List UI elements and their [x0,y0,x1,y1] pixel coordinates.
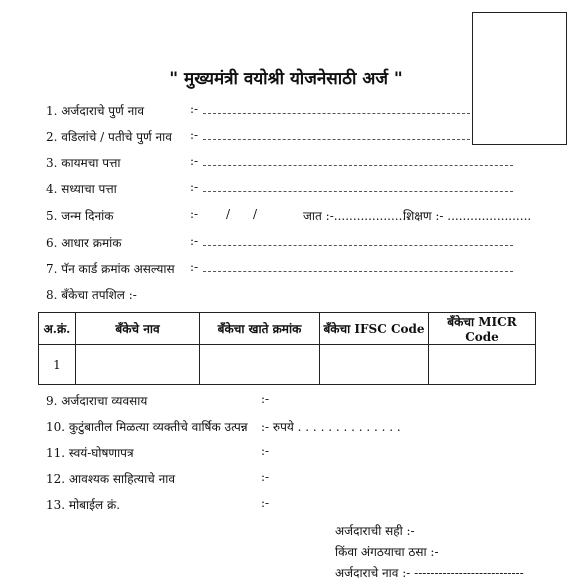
field-6-colon: :- [190,234,199,248]
field-3-line[interactable] [203,165,513,166]
field-12-value[interactable]: :- [261,470,270,484]
field-8-label: 8. बँकेचा तपशिल :- [46,288,137,302]
field-4-colon: :- [190,180,199,194]
header-bank-name: बँकेचे नाव [76,313,200,345]
field-12-label: 12. आवश्यक साहित्याचे नाव [46,472,176,486]
table-header-row [39,313,536,345]
applicant-signature-label: अर्जदाराची सही :- [335,524,415,538]
field-1-colon: :- [190,102,199,116]
field-1-label: 1. अर्जदाराचे पुर्ण नाव [46,104,145,118]
field-11-value[interactable]: :- [261,444,270,458]
dob-slash-1: / [226,207,231,221]
header-sr-no: अ.क्रं. [39,313,76,345]
field-11-label: 11. स्वयं-घोषणापत्र [46,446,134,460]
header-ifsc-code: बँकेचा IFSC Code [320,313,429,345]
field-9-label: 9. अर्जदाराचा व्यवसाय [46,394,148,408]
field-10-value[interactable]: :- रुपये . . . . . . . . . . . . . . [261,420,401,434]
form-title: " मुख्यमंत्री वयोश्री योजनेसाठी अर्ज " [169,69,403,89]
field-13-label: 13. मोबाईल क्रं. [46,498,121,512]
field-3-label: 3. कायमचा पत्ता [46,156,121,170]
table-row [39,345,536,385]
thumb-impression-label: किंवा अंगठयाचा ठसा :- [335,545,439,559]
cell-ifsc-code[interactable] [320,345,429,385]
education-field[interactable]: शिक्षण :- ...................... [403,209,532,223]
field-13-value[interactable]: :- [261,496,270,510]
cell-sr-no: 1 [39,345,76,385]
field-4-line[interactable] [203,191,513,192]
field-5-label: 5. जन्म दिनांक [46,209,114,223]
caste-field[interactable]: जात :-.................... [303,209,411,223]
field-10-label: 10. कुटुंबातील मिळत्या व्यक्तीचे वार्षिक उत्पन्न [46,420,248,434]
field-7-label: 7. पॅन कार्ड क्रमांक असल्यास [46,262,175,276]
field-7-colon: :- [190,260,199,274]
header-micr-code: बँकेचा MICR Code [429,313,536,345]
bank-details-table [38,312,536,385]
field-1-line[interactable] [203,113,470,114]
dob-slash-2: / [253,207,258,221]
field-4-label: 4. सध्याचा पत्ता [46,182,117,196]
field-2-label: 2. वडिलांचे / पतीचे पुर्ण नाव [46,130,172,144]
field-9-value[interactable]: :- [261,392,270,406]
field-7-line[interactable] [203,271,513,272]
field-3-colon: :- [190,154,199,168]
field-6-label: 6. आधार क्रमांक [46,236,122,250]
cell-micr-code[interactable] [429,345,536,385]
applicant-name-label: अर्जदाराचे नाव :- --------------------------- [335,566,524,580]
cell-bank-name[interactable] [76,345,200,385]
cell-account-number[interactable] [200,345,320,385]
field-2-colon: :- [190,128,199,142]
field-5-colon: :- [190,207,199,221]
field-2-line[interactable] [203,139,470,140]
header-account-number: बँकेचा खाते क्रमांक [200,313,320,345]
field-6-line[interactable] [203,245,513,246]
